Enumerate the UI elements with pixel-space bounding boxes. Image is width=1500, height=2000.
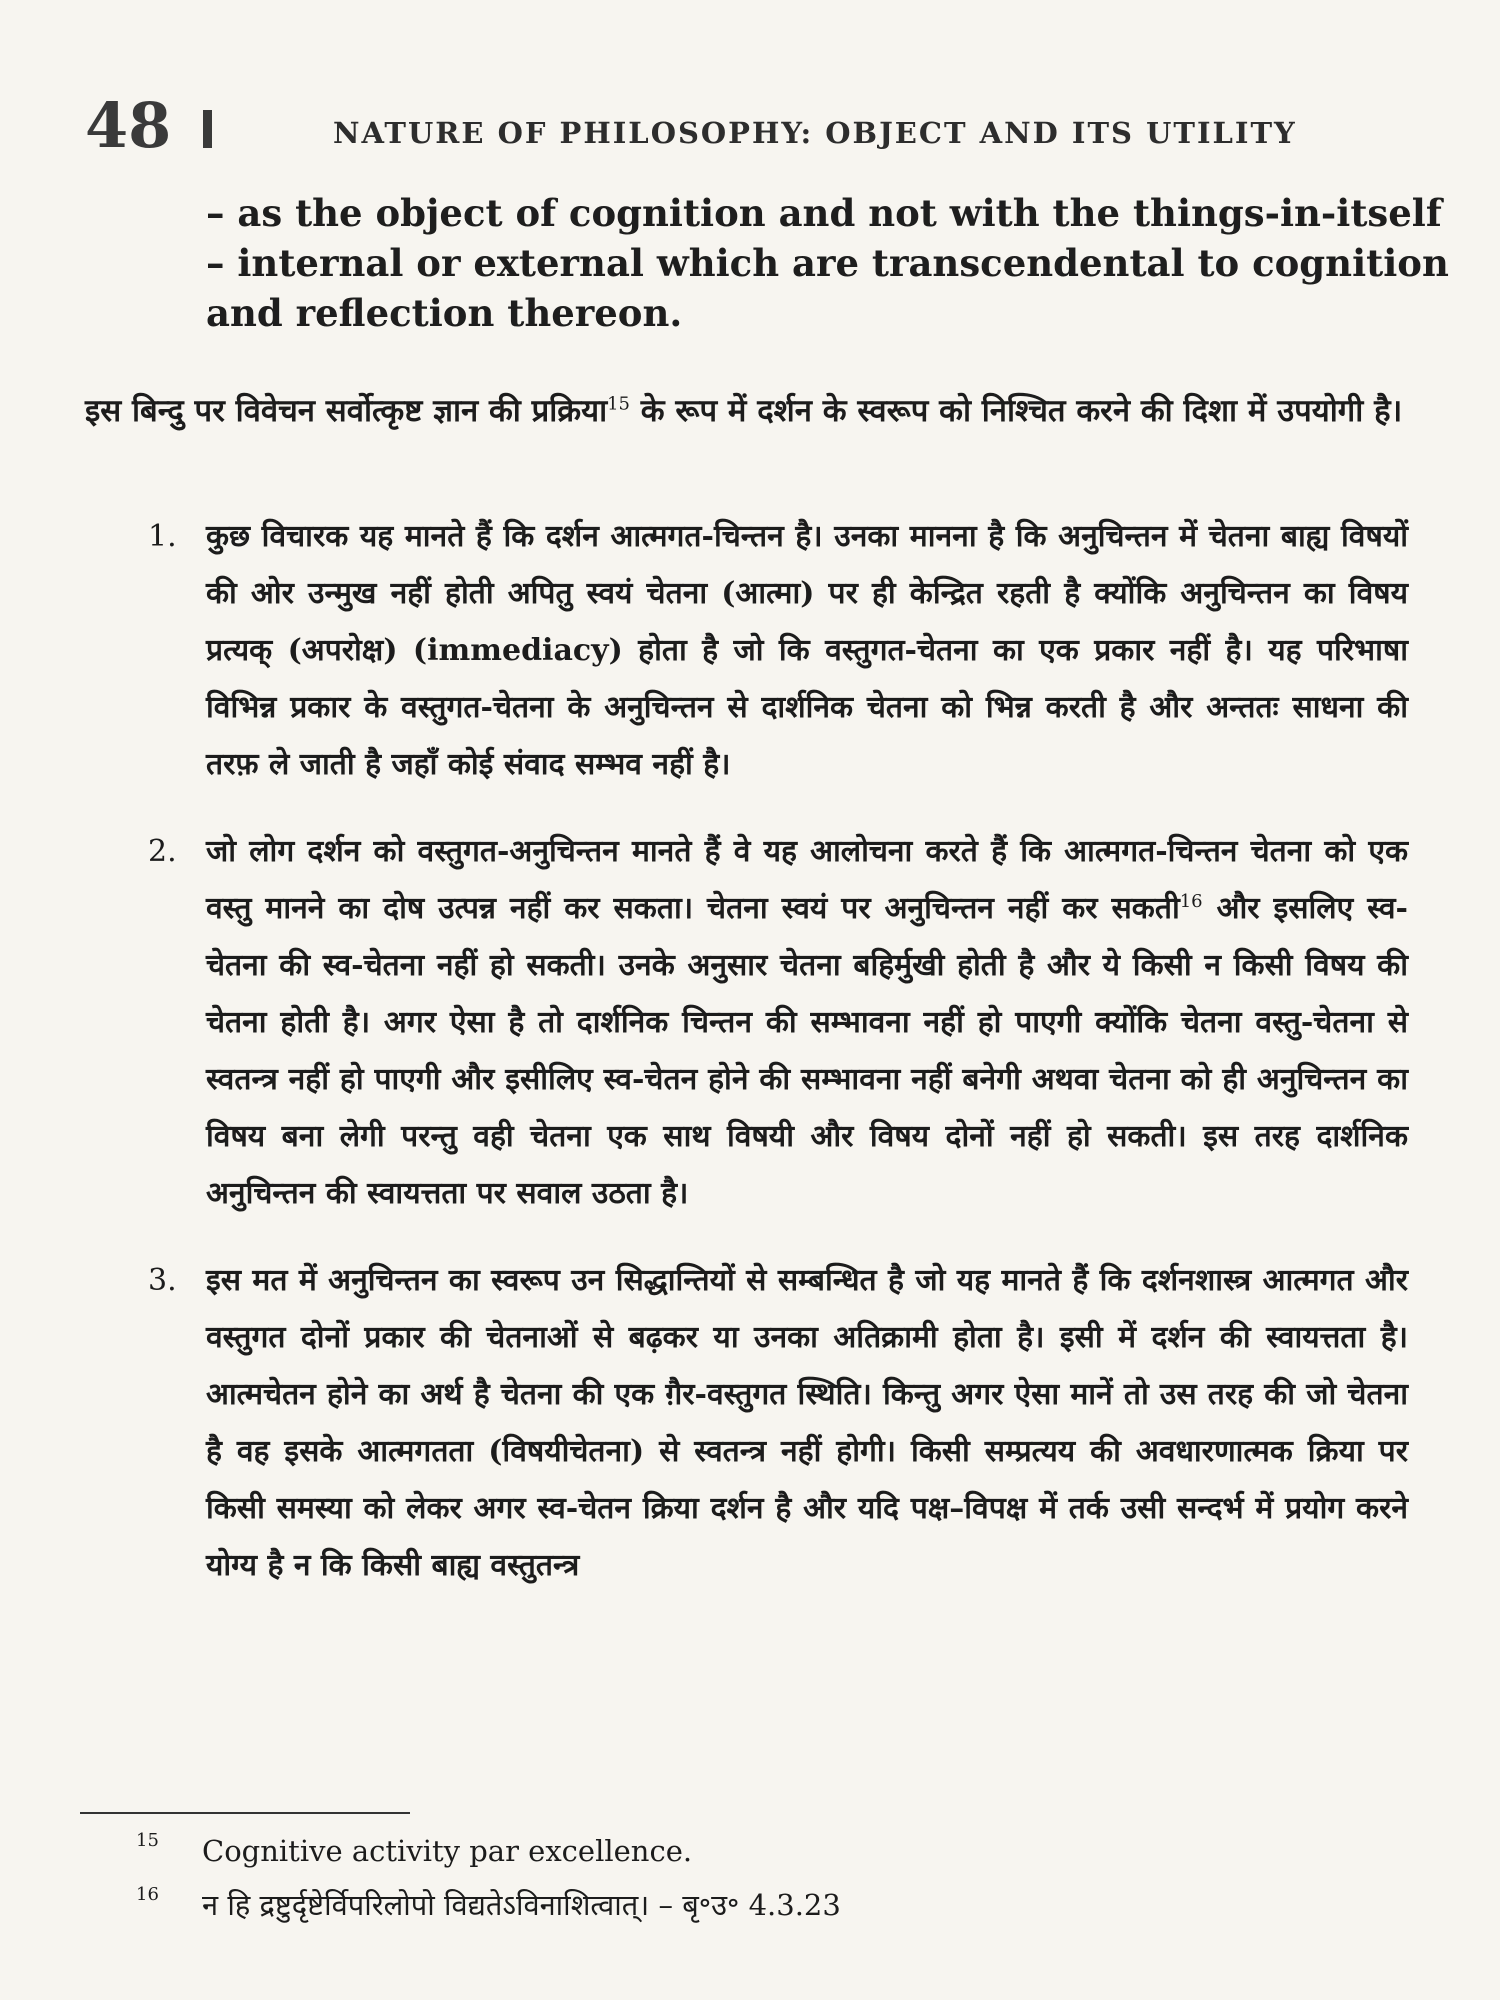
footnote-ref-16: 16 — [1179, 891, 1203, 912]
footnote-number: 15 — [136, 1830, 159, 1851]
footnote-number: 16 — [136, 1884, 159, 1905]
list-item-text-end: और इसलिए स्व-चेतना की स्व-चेतना नहीं हो सकती। उनके अनुसार चेतना बहिर्मुखी होती है और ये किसी न किसी विषय की चेतना होती है। अगर ऐसा है तो दार्शनिक चिन्तन की सम्भावना नहीं हो पाएगी क्योंकि चेतना वस्तु-चेतना से स्वतन्त्र नहीं हो पाएगी और इसीलिए स्व-चेतन होने की सम्भावना नहीं बनेगी अथवा चेतना को ही अनुचिन्तन का विषय बना लेगी परन्तु वही चेतना एक साथ विषयी और विषय दोनों नहीं हो सकती। इस तरह दार्शनिक अनुचिन्तन की स्वायत्तता पर सवाल उठता है। — [206, 891, 1408, 1211]
footnote — [136, 1826, 1396, 1880]
page-number: 48 — [85, 89, 172, 162]
list-item-text — [206, 1252, 1408, 1594]
quote-line: – as the object of cognition and not with the things-in-itself — [206, 191, 1442, 235]
page-header — [85, 86, 1405, 166]
footnotes — [136, 1826, 1396, 1934]
list-item — [148, 508, 1408, 793]
header-divider — [203, 110, 212, 148]
footnote-text: न हि द्रष्टुर्दृष्टेर्विपरिलोपो विद्यतेऽविनाशित्वात्। – बृ॰उ॰ 4.3.23 — [202, 1888, 841, 1922]
footnote-ref-15: 15 — [607, 393, 631, 415]
numbered-list — [148, 508, 1408, 1624]
list-item-text-start: जो लोग दर्शन को वस्तुगत-अनुचिन्तन मानते हैं वे यह आलोचना करते हैं कि आत्मगत-चिन्तन चेतना को एक वस्तु मानने का दोष उत्पन्न नहीं कर सकता। चेतना स्वयं पर अनुचिन्तन नहीं कर सकती — [206, 834, 1408, 926]
footnote-text: Cognitive activity par excellence. — [202, 1834, 693, 1868]
list-item-number: 2. — [148, 834, 177, 869]
list-item-text-start: कुछ विचारक यह मानते हैं कि दर्शन आत्मगत-चिन्तन है। उनका मानना है कि अनुचिन्तन में चेतना बाह्य विषयों की ओर उन्मुख नहीं होती अपितु स्वयं चेतना (आत्मा) पर ही केन्द्रित रहती है क्योंकि अनुचिन्तन का विषय प्रत्यक् (अपरोक्ष) (immediacy) होता है जो कि वस्तुगत-चेतना का एक प्रकार नहीं है। यह परिभाषा विभिन्न प्रकार के वस्तुगत-चेतना के अनुचिन्तन से दार्शनिक चेतना को भिन्न करती है और अन्ततः साधना की तरफ़ ले जाती है जहाँ कोई संवाद सम्भव नहीं है। — [206, 519, 1408, 782]
quote-line: and reflection thereon. — [206, 291, 683, 335]
quote-line: – internal or external which are transcendental to cognition — [206, 241, 1449, 285]
intro-text-end: के रूप में दर्शन के स्वरूप को निश्चित करने की दिशा में उपयोगी है। — [630, 393, 1403, 429]
footnote — [136, 1880, 1396, 1934]
intro-paragraph — [85, 382, 1410, 440]
running-title: NATURE OF PHILOSOPHY: OBJECT AND ITS UTILITY — [333, 116, 1297, 150]
list-item-text-start: इस मत में अनुचिन्तन का स्वरूप उन सिद्धान्तियों से सम्बन्धित है जो यह मानते हैं कि दर्शनशास्त्र आत्मगत और वस्तुगत दोनों प्रकार की चेतनाओं से बढ़कर या उनका अतिक्रामी होता है। इसी में दर्शन की स्वायत्तता है। आत्मचेतन होने का अर्थ है चेतना की एक ग़ैर-वस्तुगत स्थिति। किन्तु अगर ऐसा मानें तो उस तरह की जो चेतना है वह इसके आत्मगतता (विषयीचेतना) से स्वतन्त्र नहीं होगी। किसी सम्प्रत्यय की अवधारणात्मक क्रिया पर किसी समस्या को लेकर अगर स्व-चेतन क्रिया दर्शन है और यदि पक्ष–विपक्ष में तर्क उसी सन्दर्भ में प्रयोग करने योग्य है न कि किसी बाह्य वस्तुतन्त्र — [206, 1263, 1408, 1583]
list-item-number: 3. — [148, 1263, 177, 1298]
list-item-text — [206, 508, 1408, 793]
footnote-separator — [80, 1812, 410, 1814]
list-item — [148, 823, 1408, 1222]
list-item — [148, 1252, 1408, 1594]
list-item-number: 1. — [148, 519, 177, 554]
quoted-passage — [206, 188, 1449, 338]
intro-text-start: इस बिन्दु पर विवेचन सर्वोत्कृष्ट ज्ञान की प्रक्रिया — [85, 393, 608, 429]
list-item-text — [206, 823, 1408, 1222]
